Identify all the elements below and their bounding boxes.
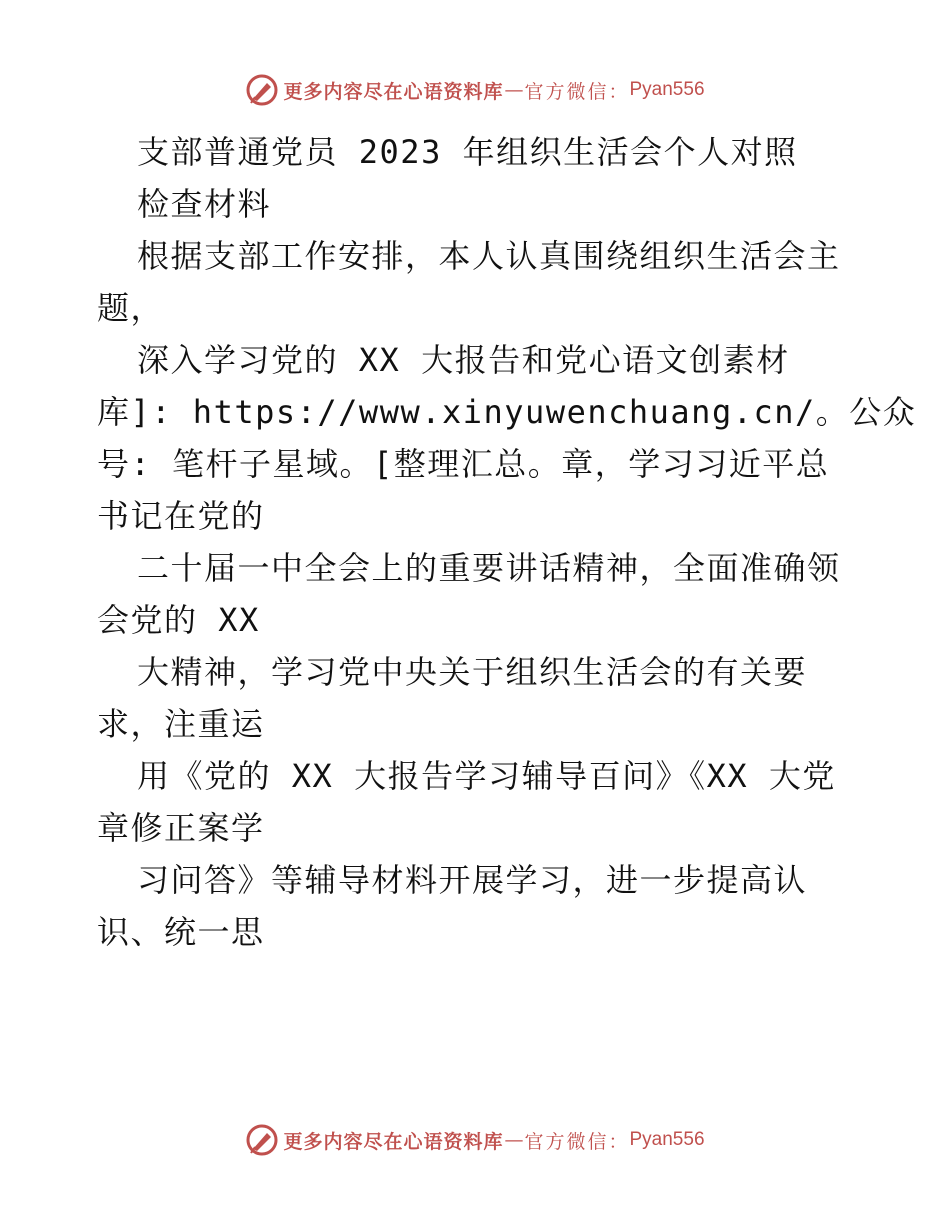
document-body bbox=[97, 126, 917, 958]
watermark-separator: — bbox=[504, 79, 524, 101]
text-line: 深入学习党的 XX 大报告和党心语文创素材 bbox=[137, 341, 790, 379]
text-line: 用《党的 XX 大报告学习辅导百问》《XX 大党 bbox=[137, 757, 836, 795]
watermark-site-text: 更多内容尽在心语资料库 bbox=[283, 1130, 504, 1153]
text-line: 会党的 XX bbox=[97, 601, 260, 639]
text-line: 根据支部工作安排，本人认真围绕组织生活会主 bbox=[137, 237, 841, 275]
title-line-1: 支部普通党员 2023 年组织生活会个人对照 bbox=[137, 133, 798, 171]
text-line: 大精神，学习党中央关于组织生活会的有关要 bbox=[137, 653, 808, 691]
watermark-site-text: 更多内容尽在心语资料库 bbox=[283, 80, 504, 103]
title-line-2: 检查材料 bbox=[137, 185, 272, 223]
text-line: 号: 笔杆子星域。[整理汇总。章，学习习近平总 bbox=[97, 445, 830, 483]
watermark-wechat-id: Pyan556 bbox=[629, 79, 705, 100]
text-line: 题， bbox=[97, 289, 165, 327]
pen-logo-icon bbox=[245, 73, 279, 107]
footer-watermark bbox=[0, 1120, 950, 1160]
text-line: 求，注重运 bbox=[97, 705, 265, 743]
text-line: 识、统一思 bbox=[97, 913, 265, 951]
watermark-label: 官方微信： bbox=[524, 1130, 630, 1153]
text-line: 二十届一中全会上的重要讲话精神，全面准确领 bbox=[137, 549, 841, 587]
watermark-separator: — bbox=[504, 1129, 524, 1151]
watermark-wechat-id: Pyan556 bbox=[629, 1129, 705, 1150]
pen-logo-icon bbox=[245, 1123, 279, 1157]
text-line: 习问答》等辅导材料开展学习，进一步提高认 bbox=[137, 861, 808, 899]
text-line: 章修正案学 bbox=[97, 809, 265, 847]
text-line: 书记在党的 bbox=[97, 497, 265, 535]
watermark-label: 官方微信： bbox=[524, 80, 630, 103]
text-line: 库]: https://www.xinyuwenchuang.cn/。公众 bbox=[97, 393, 917, 431]
header-watermark bbox=[0, 70, 950, 110]
